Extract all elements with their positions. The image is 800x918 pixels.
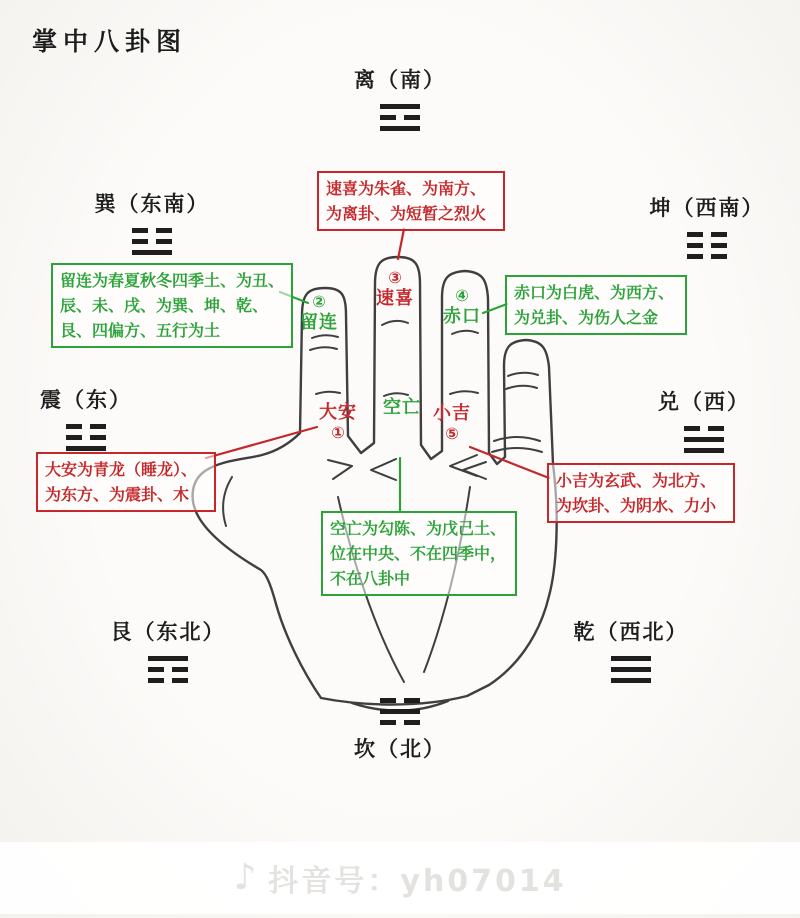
- finger-label-suxi: [366, 268, 424, 309]
- finger-name: 赤口: [443, 306, 481, 327]
- note-box-daan: [36, 452, 216, 512]
- bagua-li: [330, 64, 470, 131]
- palm-label-daan: [312, 402, 364, 443]
- finger-name: 速喜: [376, 288, 414, 309]
- palm-label-kongwang: [374, 397, 430, 418]
- bagua-kun: [628, 192, 786, 259]
- bagua-label-qian: 乾（西北）: [573, 619, 689, 644]
- finger-label-liulian: [293, 292, 345, 333]
- note-line: 为兑卦、为伤人之金: [514, 308, 659, 327]
- note-line: 不在八卦中: [330, 569, 411, 588]
- trigram-zhen: [66, 424, 106, 451]
- note-box-kongwang: [321, 511, 517, 596]
- bagua-label-dui: 兑（西）: [658, 389, 750, 414]
- trigram-dui: [684, 426, 724, 453]
- palm-label-xiaoji: [426, 403, 478, 444]
- note-line: 为坎卦、为阴水、力小: [556, 496, 717, 515]
- connector-daan: [206, 427, 317, 458]
- note-line: 赤口为白虎、为西方、: [514, 283, 675, 302]
- note-box-xiaoji: [547, 463, 735, 523]
- bagua-xun: [72, 188, 232, 255]
- bagua-qian: [552, 616, 710, 683]
- note-line: 空亡为勾陈、为戊己土、: [330, 519, 507, 538]
- bagua-label-xun: 巽（东南）: [94, 191, 210, 216]
- bagua-label-gen: 艮（东北）: [110, 619, 226, 644]
- note-line: 留连为春夏秋冬四季土、为丑、: [60, 271, 285, 290]
- finger-number: ②: [312, 292, 326, 311]
- bagua-label-kan: 坎（北）: [354, 736, 446, 761]
- trigram-qian: [611, 656, 651, 683]
- finger-number: ①: [331, 423, 345, 442]
- note-box-liulian: [51, 263, 293, 348]
- note-line: 为离卦、为短暂之烈火: [326, 204, 487, 223]
- finger-name: 留连: [300, 312, 338, 333]
- bagua-dui: [644, 386, 764, 453]
- finger-name: 空亡: [383, 397, 421, 418]
- bagua-zhen: [24, 384, 148, 451]
- douyin-music-note-icon: ♪: [233, 857, 257, 898]
- bagua-gen: [92, 616, 244, 683]
- finger-number: ⑤: [445, 424, 459, 443]
- note-line: 辰、未、戌、为巽、坤、乾、: [60, 296, 269, 315]
- bagua-label-kun: 坤（西南）: [649, 195, 765, 220]
- trigram-li: [380, 104, 420, 131]
- bagua-label-zhen: 震（东）: [40, 387, 132, 412]
- bagua-label-li: 离（南）: [354, 67, 446, 92]
- note-line: 艮、四偏方、五行为土: [60, 321, 221, 340]
- watermark-text: 抖音号：yh07014: [268, 864, 567, 899]
- connector-suxi: [398, 229, 404, 259]
- note-line: 位在中央、不在四季中，: [330, 544, 507, 563]
- note-box-chikou: [505, 275, 687, 335]
- trigram-kan: [380, 698, 420, 725]
- bagua-kan: [330, 698, 470, 763]
- trigram-kun: [687, 232, 727, 259]
- note-line: 为东方、为震卦、木: [45, 485, 190, 504]
- finger-label-chikou: [436, 286, 488, 327]
- trigram-gen: [148, 656, 188, 683]
- finger-name: 小吉: [433, 403, 471, 424]
- note-box-suxi: [317, 171, 505, 231]
- note-line: 速喜为朱雀、为南方、: [326, 179, 487, 198]
- finger-name: 大安: [319, 402, 357, 423]
- note-line: 大安为青龙（睡龙）、: [45, 460, 198, 479]
- finger-number: ③: [388, 268, 402, 287]
- page-title: 掌中八卦图: [32, 27, 188, 56]
- trigram-xun: [132, 228, 172, 255]
- watermark-bar: [0, 842, 800, 914]
- finger-number: ④: [455, 286, 469, 305]
- note-line: 小吉为玄武、为北方、: [556, 471, 717, 490]
